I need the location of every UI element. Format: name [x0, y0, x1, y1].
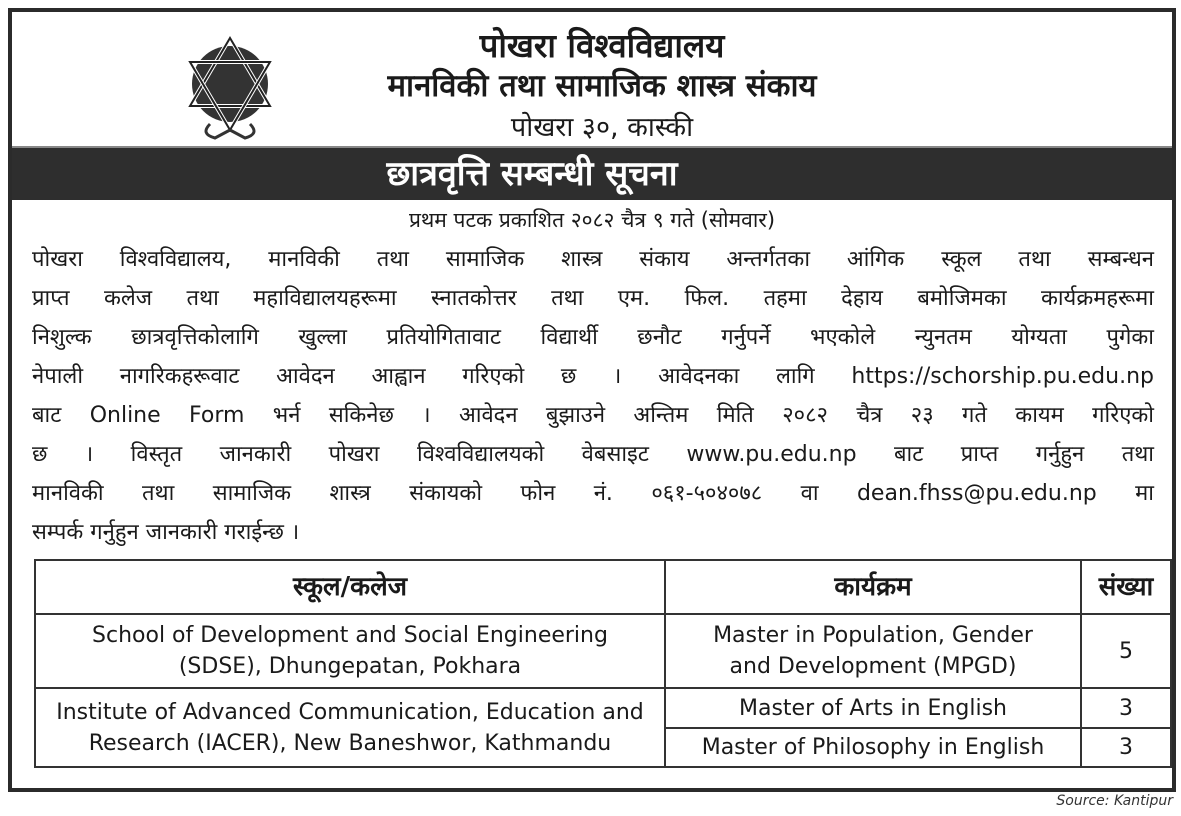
program-cell: Master of Arts in English [665, 688, 1081, 728]
college-cell [35, 688, 665, 767]
header-program: कार्यक्रम [665, 560, 1081, 614]
faculty-name: मानविकी तथा सामाजिक शास्त्र संकाय [387, 68, 817, 104]
college-line: (SDSE), Dhungepatan, Pokhara [178, 654, 522, 679]
body-line: पोखरा विश्वविद्यालय, मानविकी तथा सामाजिक शास्त्र संकाय अन्तर्गतका आंगिक स्कूल तथा सम्बन्धन [32, 247, 1154, 272]
body-line: मानविकी तथा सामाजिक शास्त्र संकायको फोन नं. ०६१-५०४०७८ वा dean.fhss@pu.edu.np मा [32, 481, 1154, 506]
table-row [35, 688, 1171, 728]
college-line: Research (IACER), New Baneshwor, Kathmandu [88, 730, 612, 756]
scholarship-table [34, 559, 1172, 768]
address: पोखरा ३०, कास्की [510, 112, 694, 143]
count-cell: 3 [1081, 688, 1171, 728]
notice-body [32, 240, 1154, 552]
body-line: निशुल्क छात्रवृत्तिकोलागि खुल्ला प्रतियोगितावाट विद्यार्थी छनौट गर्नुपर्ने भएकोले न्युनतम योग्यता पुगेका [32, 325, 1154, 350]
publication-date: प्रथम पटक प्रकाशित २०८२ चैत्र ९ गते (सोमवार) [408, 208, 776, 232]
count-cell: 5 [1081, 614, 1171, 688]
college-cell [35, 614, 665, 688]
body-line: सम्पर्क गर्नुहुन जानकारी गराईन्छ । [32, 520, 300, 545]
body-line: प्राप्त कलेज तथा महाविद्यालयहरूमा स्नातकोत्तर तथा एम. फिल. तहमा देहाय बमोजिमका कार्यक्रमहरूमा [32, 286, 1154, 311]
notice-title: छात्रवृत्ति सम्बन्धी सूचना [386, 154, 678, 194]
table-row [35, 614, 1171, 688]
header-college: स्कूल/कलेज [35, 560, 665, 614]
title-band [12, 146, 1172, 200]
table-header-row [35, 560, 1171, 614]
program-line: and Development (MPGD) [729, 654, 1017, 679]
program-cell [665, 614, 1081, 688]
notice-frame [8, 8, 1176, 792]
college-line: School of Development and Social Engineering [92, 623, 608, 648]
university-logo-icon [180, 34, 280, 142]
header-count: संख्या [1081, 560, 1171, 614]
body-line: बाट Online Form भर्न सकिनेछ । आवेदन बुझाउने अन्तिम मिति २०८२ चैत्र २३ गते कायम गरिएको [32, 403, 1154, 428]
program-line: Master in Population, Gender [713, 623, 1033, 648]
college-line: Institute of Advanced Communication, Education and [56, 699, 644, 725]
source-credit: Source: Kantipur [1056, 793, 1173, 809]
count-cell: 3 [1081, 728, 1171, 767]
university-name: पोखरा विश्वविद्यालय [479, 26, 725, 65]
body-line: नेपाली नागरिकहरूवाट आवेदन आह्वान गरिएको छ । आवेदनका लागि https://schorship.pu.edu.np [32, 364, 1154, 389]
body-line: छ । विस्तृत जानकारी पोखरा विश्वविद्यालयको वेबसाइट www.pu.edu.np बाट प्राप्त गर्नुहुन तथा [32, 442, 1154, 467]
program-cell: Master of Philosophy in English [665, 728, 1081, 767]
